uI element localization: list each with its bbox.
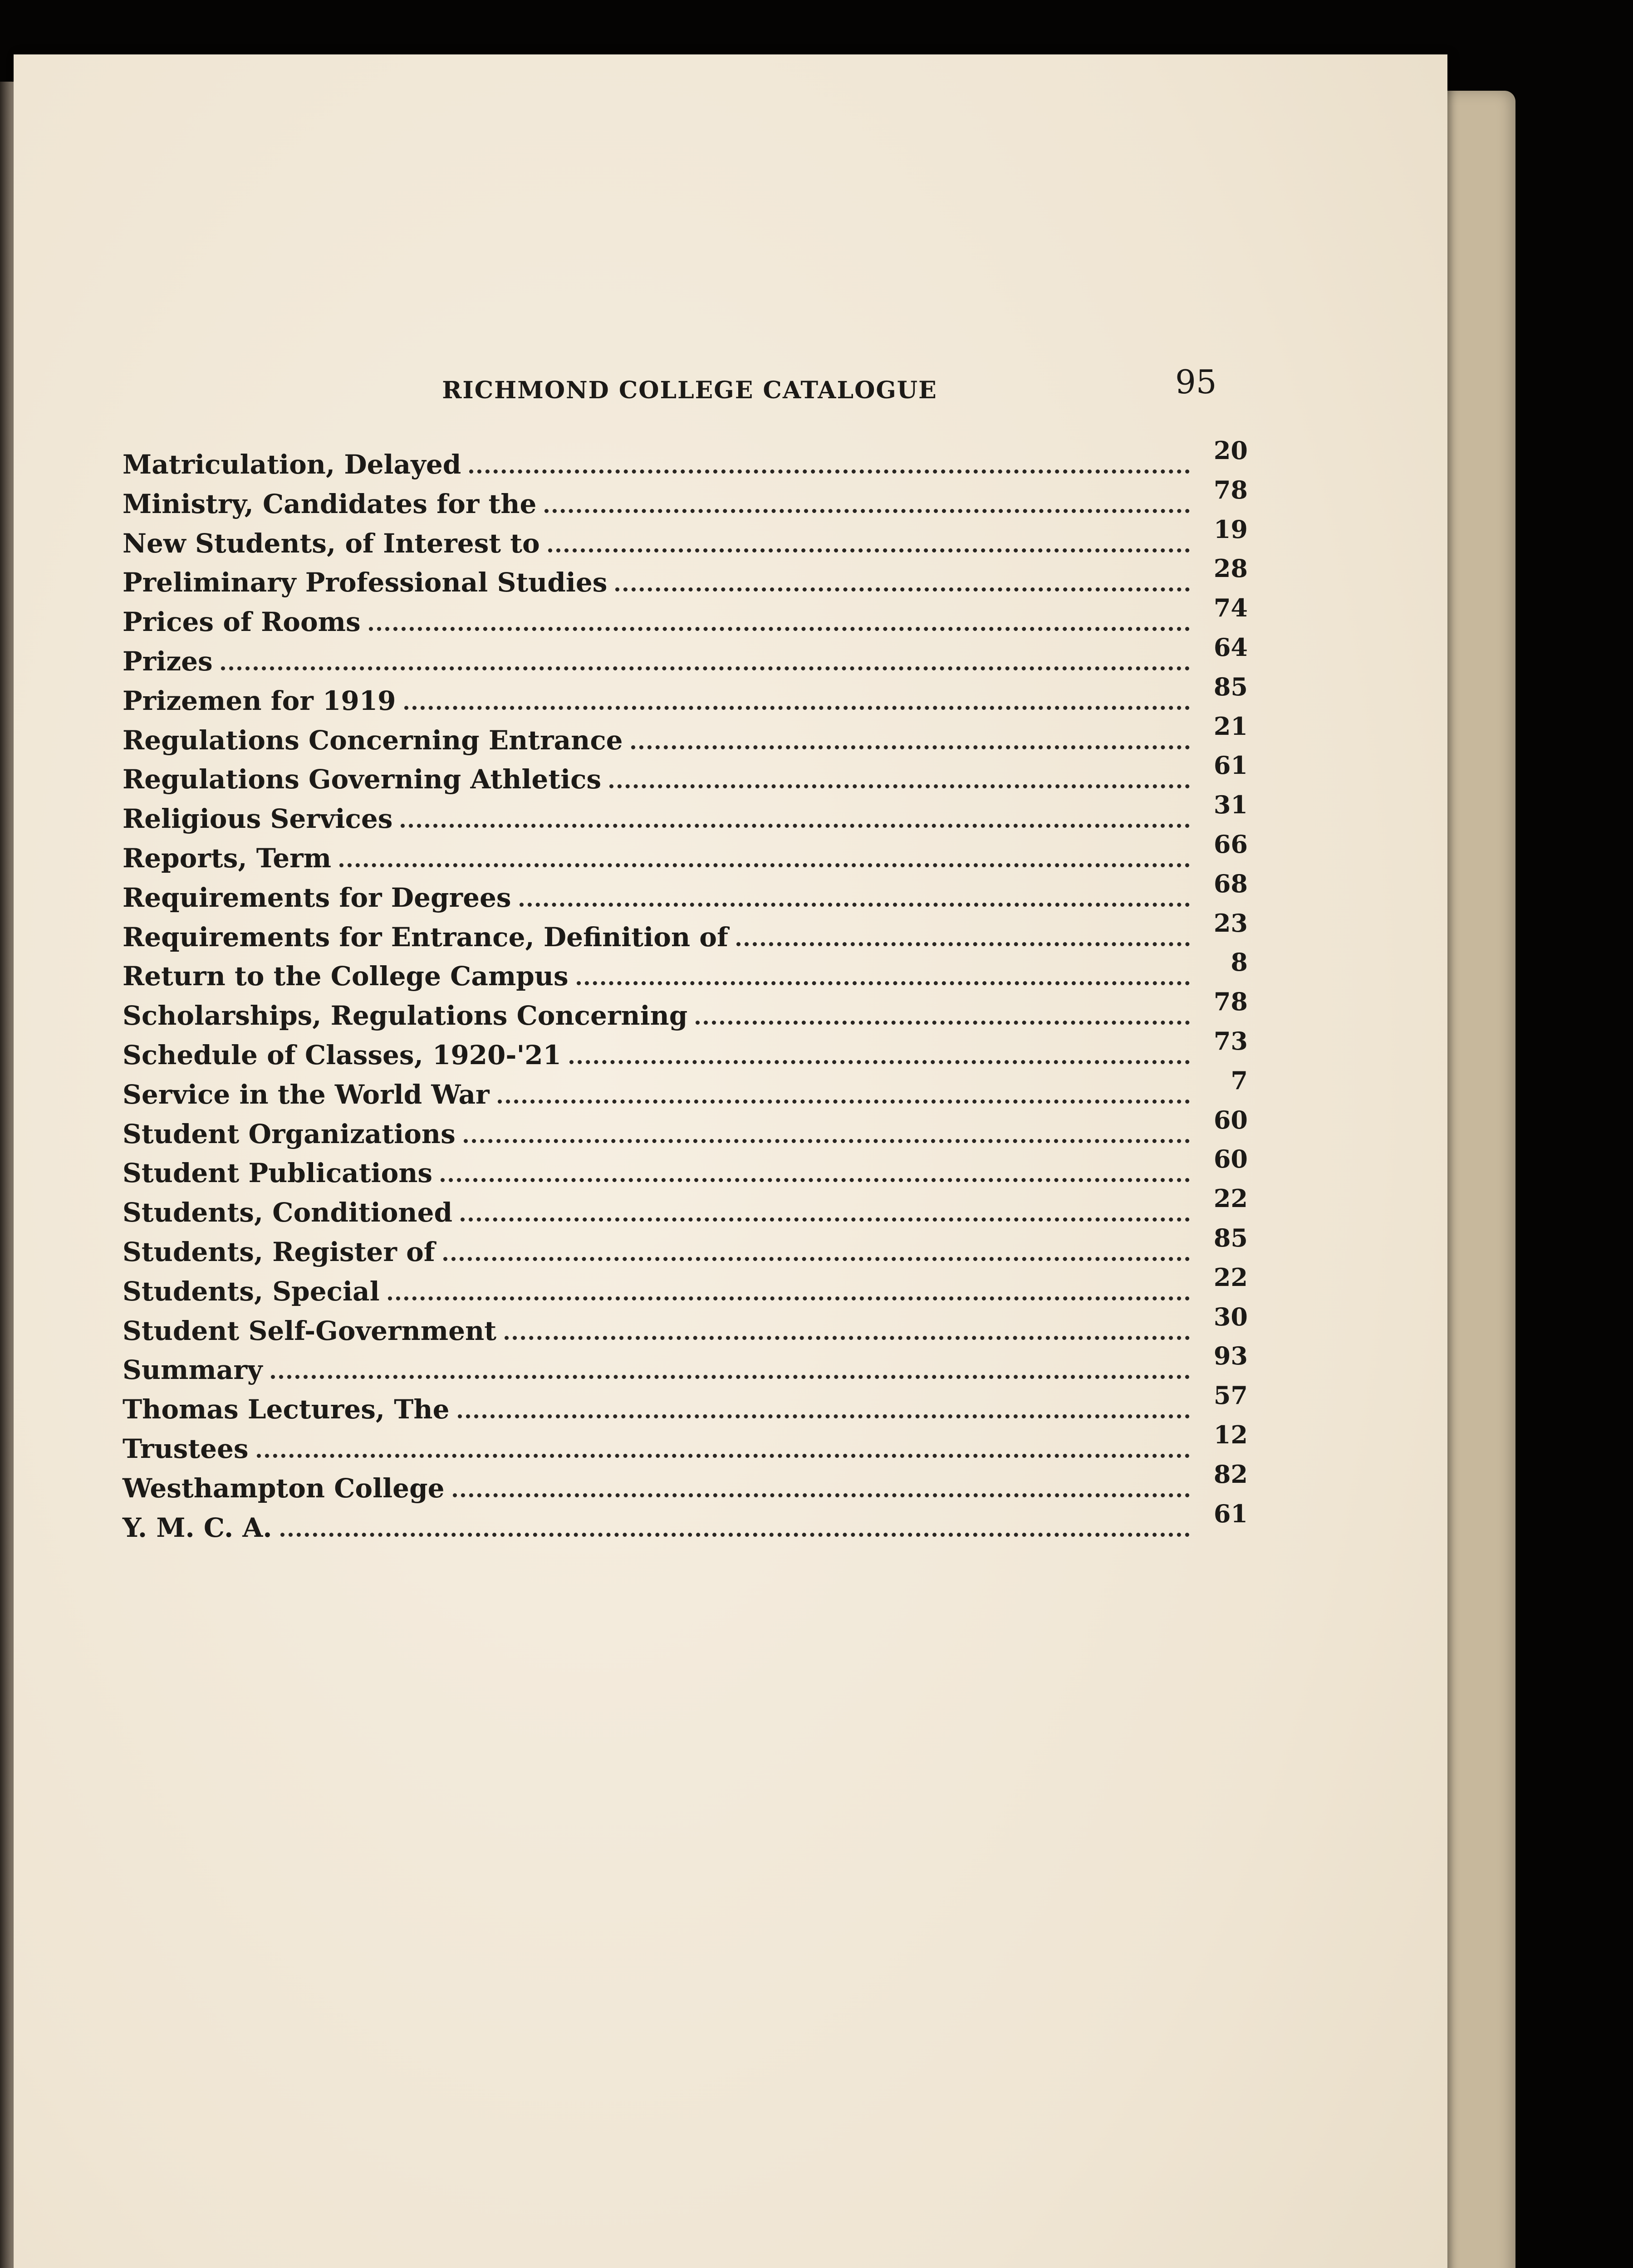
index-entry [123,1105,1248,1158]
running-head: RICHMOND COLLEGE CATALOGUE [442,376,937,404]
index-entry-page: 28 [1213,554,1248,583]
index-entry-page: 60 [1213,1144,1248,1174]
dot-leader [505,1336,1190,1340]
index-entry-page: 85 [1213,672,1248,701]
dot-leader [631,745,1190,749]
dot-leader [548,548,1190,552]
index-entry-page: 20 [1213,436,1248,465]
dot-leader [221,666,1190,670]
index-entry-page: 82 [1213,1459,1248,1489]
index-entry [123,1026,1248,1079]
index-entry-label: Student Publications [123,1158,433,1189]
dot-leader [441,1178,1190,1182]
index-entry-label: Schedule of Classes, 1920-'21 [123,1039,561,1070]
index-entry [123,1302,1248,1355]
index-entry-label: Religious Services [123,803,393,835]
index-entry-page: 93 [1213,1341,1248,1371]
index-entry-page: 78 [1213,987,1248,1017]
index-entry-page: 8 [1231,948,1248,977]
index-entry [123,514,1248,567]
index-entry-page: 23 [1213,908,1248,938]
index-entry-label: Students, Register of [123,1236,435,1267]
index-entry-label: Matriculation, Delayed [123,449,461,480]
dot-leader [609,784,1190,788]
index-entry-label: Reports, Term [123,842,332,874]
index-entry-page: 73 [1213,1026,1248,1056]
dot-leader [498,1100,1190,1104]
index-entry [123,908,1248,961]
index-entry-page: 21 [1213,711,1248,741]
dot-leader [577,981,1190,985]
dot-leader [696,1021,1190,1025]
index-entry-label: Thomas Lectures, The [123,1394,450,1425]
dot-leader [469,469,1190,474]
index-entry-label: Ministry, Candidates for the [123,488,537,519]
index-entry-page: 64 [1213,632,1248,662]
index-entry [123,1184,1248,1237]
dot-leader [257,1454,1190,1458]
index-entry [123,948,1248,1000]
index-entry-page: 22 [1213,1184,1248,1213]
dot-leader [339,863,1190,867]
dot-leader [271,1375,1190,1379]
index-entry-label: Preliminary Professional Studies [123,567,608,598]
index-entry [123,711,1248,764]
index-entry [123,1381,1248,1433]
index-entry-label: Regulations Governing Athletics [123,764,602,795]
index-entry-label: Scholarships, Regulations Concerning [123,1000,688,1031]
index-entry [123,829,1248,882]
index-entry [123,672,1248,725]
index-entry-label: Trustees [123,1433,249,1464]
index-entry-page: 85 [1213,1223,1248,1252]
index-entry-label: Requirements for Entrance, Definition of [123,921,728,953]
index-entry [123,593,1248,646]
index-entry [123,987,1248,1040]
index-entry [123,869,1248,922]
index-entry-label: Students, Special [123,1276,380,1307]
index-entry-label: Student Organizations [123,1118,456,1149]
index-entry-label: Return to the College Campus [123,961,569,992]
index-entry [123,554,1248,606]
dot-leader [615,587,1190,591]
index-entry [123,1459,1248,1512]
dot-leader [544,509,1190,513]
index-entry [123,632,1248,685]
index-entry [123,1499,1248,1552]
index-entry-page: 12 [1213,1420,1248,1449]
index-entry-label: Summary [123,1354,263,1386]
index-entry-label: Requirements for Degrees [123,882,511,913]
index-list [123,436,1248,1551]
index-entry [123,1223,1248,1276]
index-entry-page: 30 [1213,1302,1248,1331]
dot-leader [736,942,1190,946]
index-entry [123,1262,1248,1315]
index-entry [123,1144,1248,1197]
index-entry [123,436,1248,489]
index-entry-page: 61 [1213,1499,1248,1528]
index-entry-label: Prices of Rooms [123,606,361,638]
dot-leader [520,903,1190,907]
index-entry-page: 7 [1231,1066,1248,1095]
catalogue-page [14,54,1447,2268]
dot-leader [401,824,1190,828]
index-entry-label: Student Self-Government [123,1315,497,1346]
index-entry-label: New Students, of Interest to [123,528,540,559]
dot-leader [569,1060,1190,1064]
dot-leader [404,706,1190,710]
dot-leader [458,1414,1190,1418]
dot-leader [280,1533,1190,1537]
index-entry-page: 78 [1213,475,1248,504]
dot-leader [461,1217,1190,1222]
index-entry-page: 22 [1213,1262,1248,1292]
index-entry-page: 66 [1213,829,1248,859]
index-entry [123,751,1248,803]
dot-leader [369,627,1190,631]
index-entry-label: Westhampton College [123,1472,445,1504]
index-entry-label: Y. M. C. A. [123,1512,272,1543]
index-entry-label: Regulations Concerning Entrance [123,724,623,756]
index-entry-page: 74 [1213,593,1248,623]
index-entry-page: 68 [1213,869,1248,898]
dot-leader [453,1493,1190,1497]
index-entry-page: 19 [1213,514,1248,544]
index-entry [123,1341,1248,1394]
dot-leader [388,1296,1190,1300]
index-entry-page: 61 [1213,751,1248,780]
index-entry-label: Students, Conditioned [123,1197,453,1228]
index-entry [123,790,1248,843]
index-entry-label: Prizes [123,645,213,677]
index-entry [123,1066,1248,1119]
index-entry [123,475,1248,528]
index-entry-label: Service in the World War [123,1079,490,1110]
index-entry [123,1420,1248,1473]
dot-leader [464,1139,1190,1143]
index-entry-label: Prizemen for 1919 [123,685,396,716]
index-entry-page: 31 [1213,790,1248,820]
dot-leader [443,1257,1190,1261]
index-entry-page: 57 [1213,1381,1248,1410]
index-entry-page: 60 [1213,1105,1248,1134]
page-number: 95 [1175,363,1217,401]
